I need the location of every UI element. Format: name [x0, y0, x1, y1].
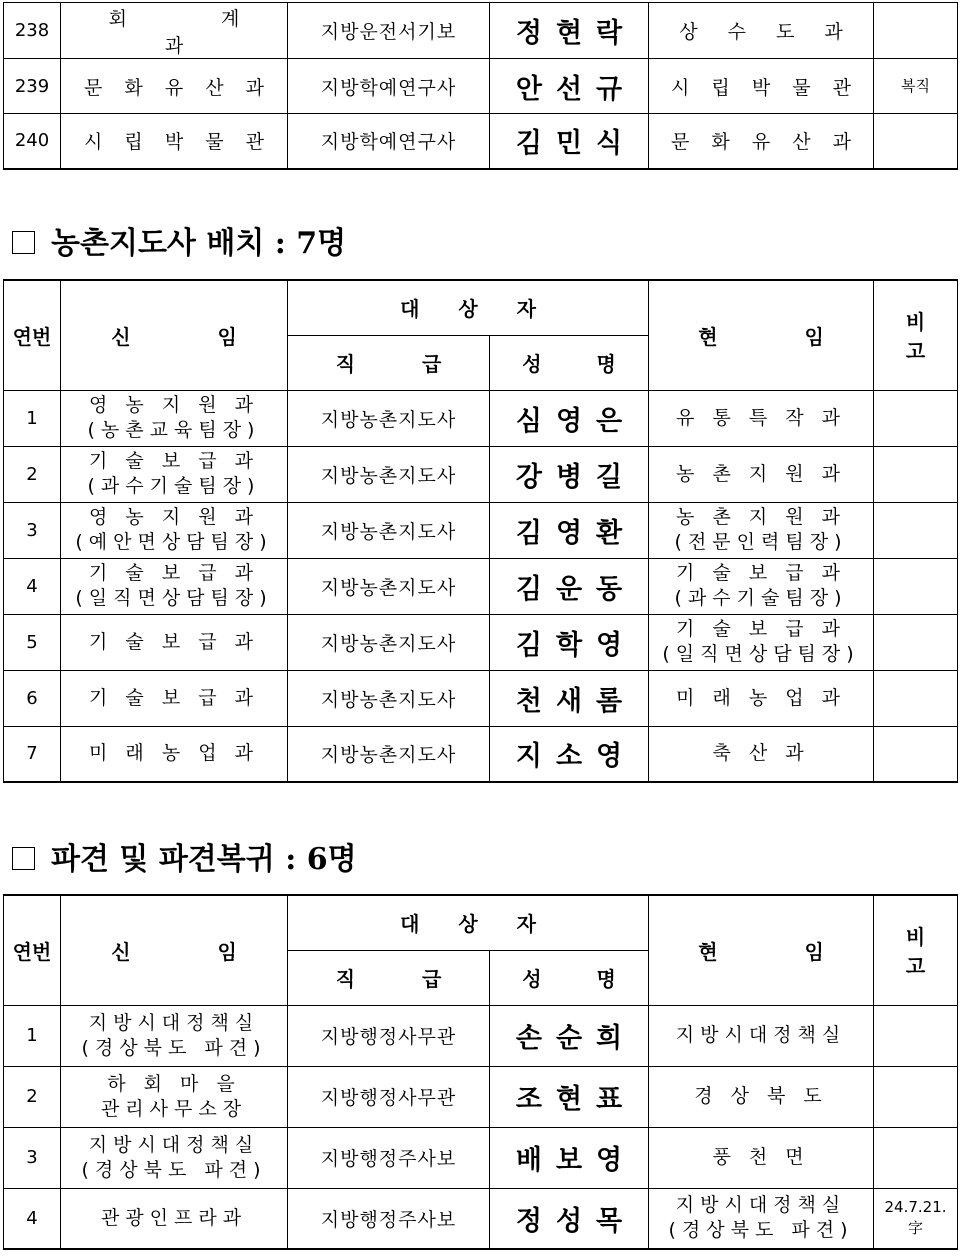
table-row — [4, 502, 958, 558]
table-row — [4, 446, 958, 502]
current-post — [649, 502, 874, 558]
row-number: 1 — [4, 1005, 61, 1066]
continued-table — [3, 2, 958, 170]
note — [874, 390, 958, 446]
current-post: 시 립 박 물 관 — [649, 59, 874, 114]
table-row — [4, 3, 958, 59]
current-post-line: 농 촌 지 원 과 — [676, 462, 846, 485]
person-name: 김운동 — [490, 558, 649, 614]
table-row — [4, 1188, 958, 1249]
row-number: 1 — [4, 390, 61, 446]
note: 24.7.21. 字 — [874, 1188, 958, 1249]
person-name: 조현표 — [490, 1066, 649, 1127]
note — [874, 114, 958, 169]
new-post-line: (예안면상담팀장) — [75, 531, 273, 553]
new-post: 회 계 과 — [61, 3, 288, 59]
grade: 지방운전서기보 — [288, 3, 490, 59]
new-post — [61, 502, 288, 558]
table-row — [4, 1005, 958, 1066]
current-post-line: 농 촌 지 원 과 — [676, 506, 846, 528]
row-number: 4 — [4, 558, 61, 614]
table-row — [4, 670, 958, 726]
section-title-text: 농촌지도사 배치 : 7명 — [51, 226, 347, 261]
current-post-line: 기 술 보 급 과 — [676, 618, 846, 640]
section-title-extension-officers — [12, 218, 346, 262]
grade: 지방행정주사보 — [288, 1127, 490, 1188]
note — [874, 726, 958, 782]
grade: 지방행정사무관 — [288, 1005, 490, 1066]
grade: 지방농촌지도사 — [288, 726, 490, 782]
new-post — [61, 1127, 288, 1188]
header-name: 성 명 — [490, 950, 649, 1005]
new-post-line: 지방시대정책실 — [88, 1011, 260, 1034]
row-number: 4 — [4, 1188, 61, 1249]
person-name: 김학영 — [490, 614, 649, 670]
current-post — [649, 390, 874, 446]
current-post-line: 기 술 보 급 과 — [676, 562, 846, 584]
row-number: 239 — [4, 59, 61, 114]
current-post — [649, 446, 874, 502]
current-post — [649, 558, 874, 614]
current-post-line: 풍 천 면 — [712, 1146, 810, 1168]
current-post-line: 유 통 특 작 과 — [676, 406, 846, 429]
new-post: 문 화 유 산 과 — [61, 59, 288, 114]
row-number: 238 — [4, 3, 61, 59]
note — [874, 558, 958, 614]
new-post-line: 하 회 마 을 — [107, 1072, 241, 1095]
grade: 지방농촌지도사 — [288, 558, 490, 614]
person-name: 안선규 — [490, 59, 649, 114]
current-post-line: (일직면상담팀장) — [662, 643, 860, 665]
new-post-line: 미 래 농 업 과 — [89, 742, 259, 765]
current-post: 문 화 유 산 과 — [649, 114, 874, 169]
new-post-line: 기 술 보 급 과 — [89, 686, 259, 709]
grade: 지방농촌지도사 — [288, 502, 490, 558]
new-post — [61, 446, 288, 502]
row-number: 3 — [4, 1127, 61, 1188]
person-name: 정성목 — [490, 1188, 649, 1249]
checkbox-square-icon — [12, 847, 35, 870]
current-post-line: (전문인력팀장) — [674, 531, 848, 553]
header-grade: 직 급 — [288, 335, 490, 390]
table-row — [4, 726, 958, 782]
person-name: 심영은 — [490, 390, 649, 446]
grade: 지방행정사무관 — [288, 1066, 490, 1127]
checkbox-square-icon — [12, 231, 35, 254]
new-post — [61, 1005, 288, 1066]
new-post — [61, 390, 288, 446]
new-post — [61, 614, 288, 670]
table-row — [4, 114, 958, 169]
extension-officer-table — [3, 279, 958, 783]
current-post: 상 수 도 과 — [649, 3, 874, 59]
header-name: 성 명 — [490, 335, 649, 390]
table-row — [4, 614, 958, 670]
table-row — [4, 1066, 958, 1127]
new-post — [61, 558, 288, 614]
grade: 지방농촌지도사 — [288, 390, 490, 446]
row-number: 7 — [4, 726, 61, 782]
current-post — [649, 1127, 874, 1188]
grade: 지방행정주사보 — [288, 1188, 490, 1249]
current-post-line: (과수기술팀장) — [674, 587, 848, 609]
table-row — [4, 558, 958, 614]
person-name: 김영환 — [490, 502, 649, 558]
new-post-line: 관광인프라과 — [100, 1206, 248, 1229]
row-number: 2 — [4, 1066, 61, 1127]
new-post-line: 영 농 지 원 과 — [89, 506, 259, 528]
current-post-line: 지방시대정책실 — [675, 1194, 847, 1217]
current-post — [649, 1066, 874, 1127]
row-number: 5 — [4, 614, 61, 670]
current-post-line: 지방시대정책실 — [675, 1024, 847, 1046]
new-post-line: (과수기술팀장) — [87, 475, 261, 497]
grade: 지방농촌지도사 — [288, 614, 490, 670]
current-post — [649, 726, 874, 782]
new-post — [61, 1066, 288, 1127]
current-post — [649, 614, 874, 670]
header-number: 연번 — [4, 280, 61, 390]
person-name: 강병길 — [490, 446, 649, 502]
section-title-text: 파견 및 파견복귀 : 6명 — [51, 842, 357, 877]
header-target: 대 상 자 — [288, 895, 649, 950]
current-post-line: 경 상 북 도 — [694, 1085, 828, 1107]
header-current-post: 현 임 — [649, 895, 874, 1005]
new-post-line: 기 술 보 급 과 — [89, 450, 259, 472]
current-post — [649, 670, 874, 726]
header-note: 비 고 — [874, 280, 958, 390]
row-number: 6 — [4, 670, 61, 726]
dispatch-table — [3, 894, 958, 1250]
grade: 지방농촌지도사 — [288, 446, 490, 502]
new-post-line: (경상북도 파견) — [81, 1036, 267, 1059]
header-current-post: 현 임 — [649, 280, 874, 390]
note — [874, 1066, 958, 1127]
new-post-line: (경상북도 파견) — [81, 1158, 267, 1181]
section-title-dispatch — [12, 834, 357, 878]
note — [874, 446, 958, 502]
person-name: 정현락 — [490, 3, 649, 59]
person-name: 천새롬 — [490, 670, 649, 726]
new-post-line: 기 술 보 급 과 — [89, 630, 259, 653]
new-post: 시 립 박 물 관 — [61, 114, 288, 169]
table-row — [4, 390, 958, 446]
table-row — [4, 1127, 958, 1188]
person-name: 지소영 — [490, 726, 649, 782]
current-post-line: 축 산 과 — [712, 742, 810, 765]
note — [874, 3, 958, 59]
new-post — [61, 670, 288, 726]
current-post — [649, 1005, 874, 1066]
header-new-post: 신 임 — [61, 895, 288, 1005]
person-name: 배보영 — [490, 1127, 649, 1188]
grade: 지방학예연구사 — [288, 114, 490, 169]
new-post — [61, 726, 288, 782]
row-number: 3 — [4, 502, 61, 558]
note — [874, 1005, 958, 1066]
header-number: 연번 — [4, 895, 61, 1005]
note — [874, 614, 958, 670]
person-name: 손순희 — [490, 1005, 649, 1066]
new-post-line: 관리사무소장 — [100, 1097, 248, 1120]
grade: 지방농촌지도사 — [288, 670, 490, 726]
header-target: 대 상 자 — [288, 280, 649, 335]
new-post — [61, 1188, 288, 1249]
note — [874, 502, 958, 558]
current-post — [649, 1188, 874, 1249]
new-post-line: (농촌교육팀장) — [87, 419, 261, 441]
current-post-line: 미 래 농 업 과 — [676, 686, 846, 709]
grade: 지방학예연구사 — [288, 59, 490, 114]
header-new-post: 신 임 — [61, 280, 288, 390]
person-name: 김민식 — [490, 114, 649, 169]
new-post-line: 영 농 지 원 과 — [89, 394, 259, 416]
new-post-line: 기 술 보 급 과 — [89, 562, 259, 584]
note — [874, 1127, 958, 1188]
table-row — [4, 59, 958, 114]
header-note: 비 고 — [874, 895, 958, 1005]
note: 복직 — [874, 59, 958, 114]
new-post-line: 지방시대정책실 — [88, 1133, 260, 1156]
row-number: 240 — [4, 114, 61, 169]
note — [874, 670, 958, 726]
header-grade: 직 급 — [288, 950, 490, 1005]
row-number: 2 — [4, 446, 61, 502]
new-post-line: (일직면상담팀장) — [75, 587, 273, 609]
current-post-line: (경상북도 파견) — [668, 1219, 854, 1242]
